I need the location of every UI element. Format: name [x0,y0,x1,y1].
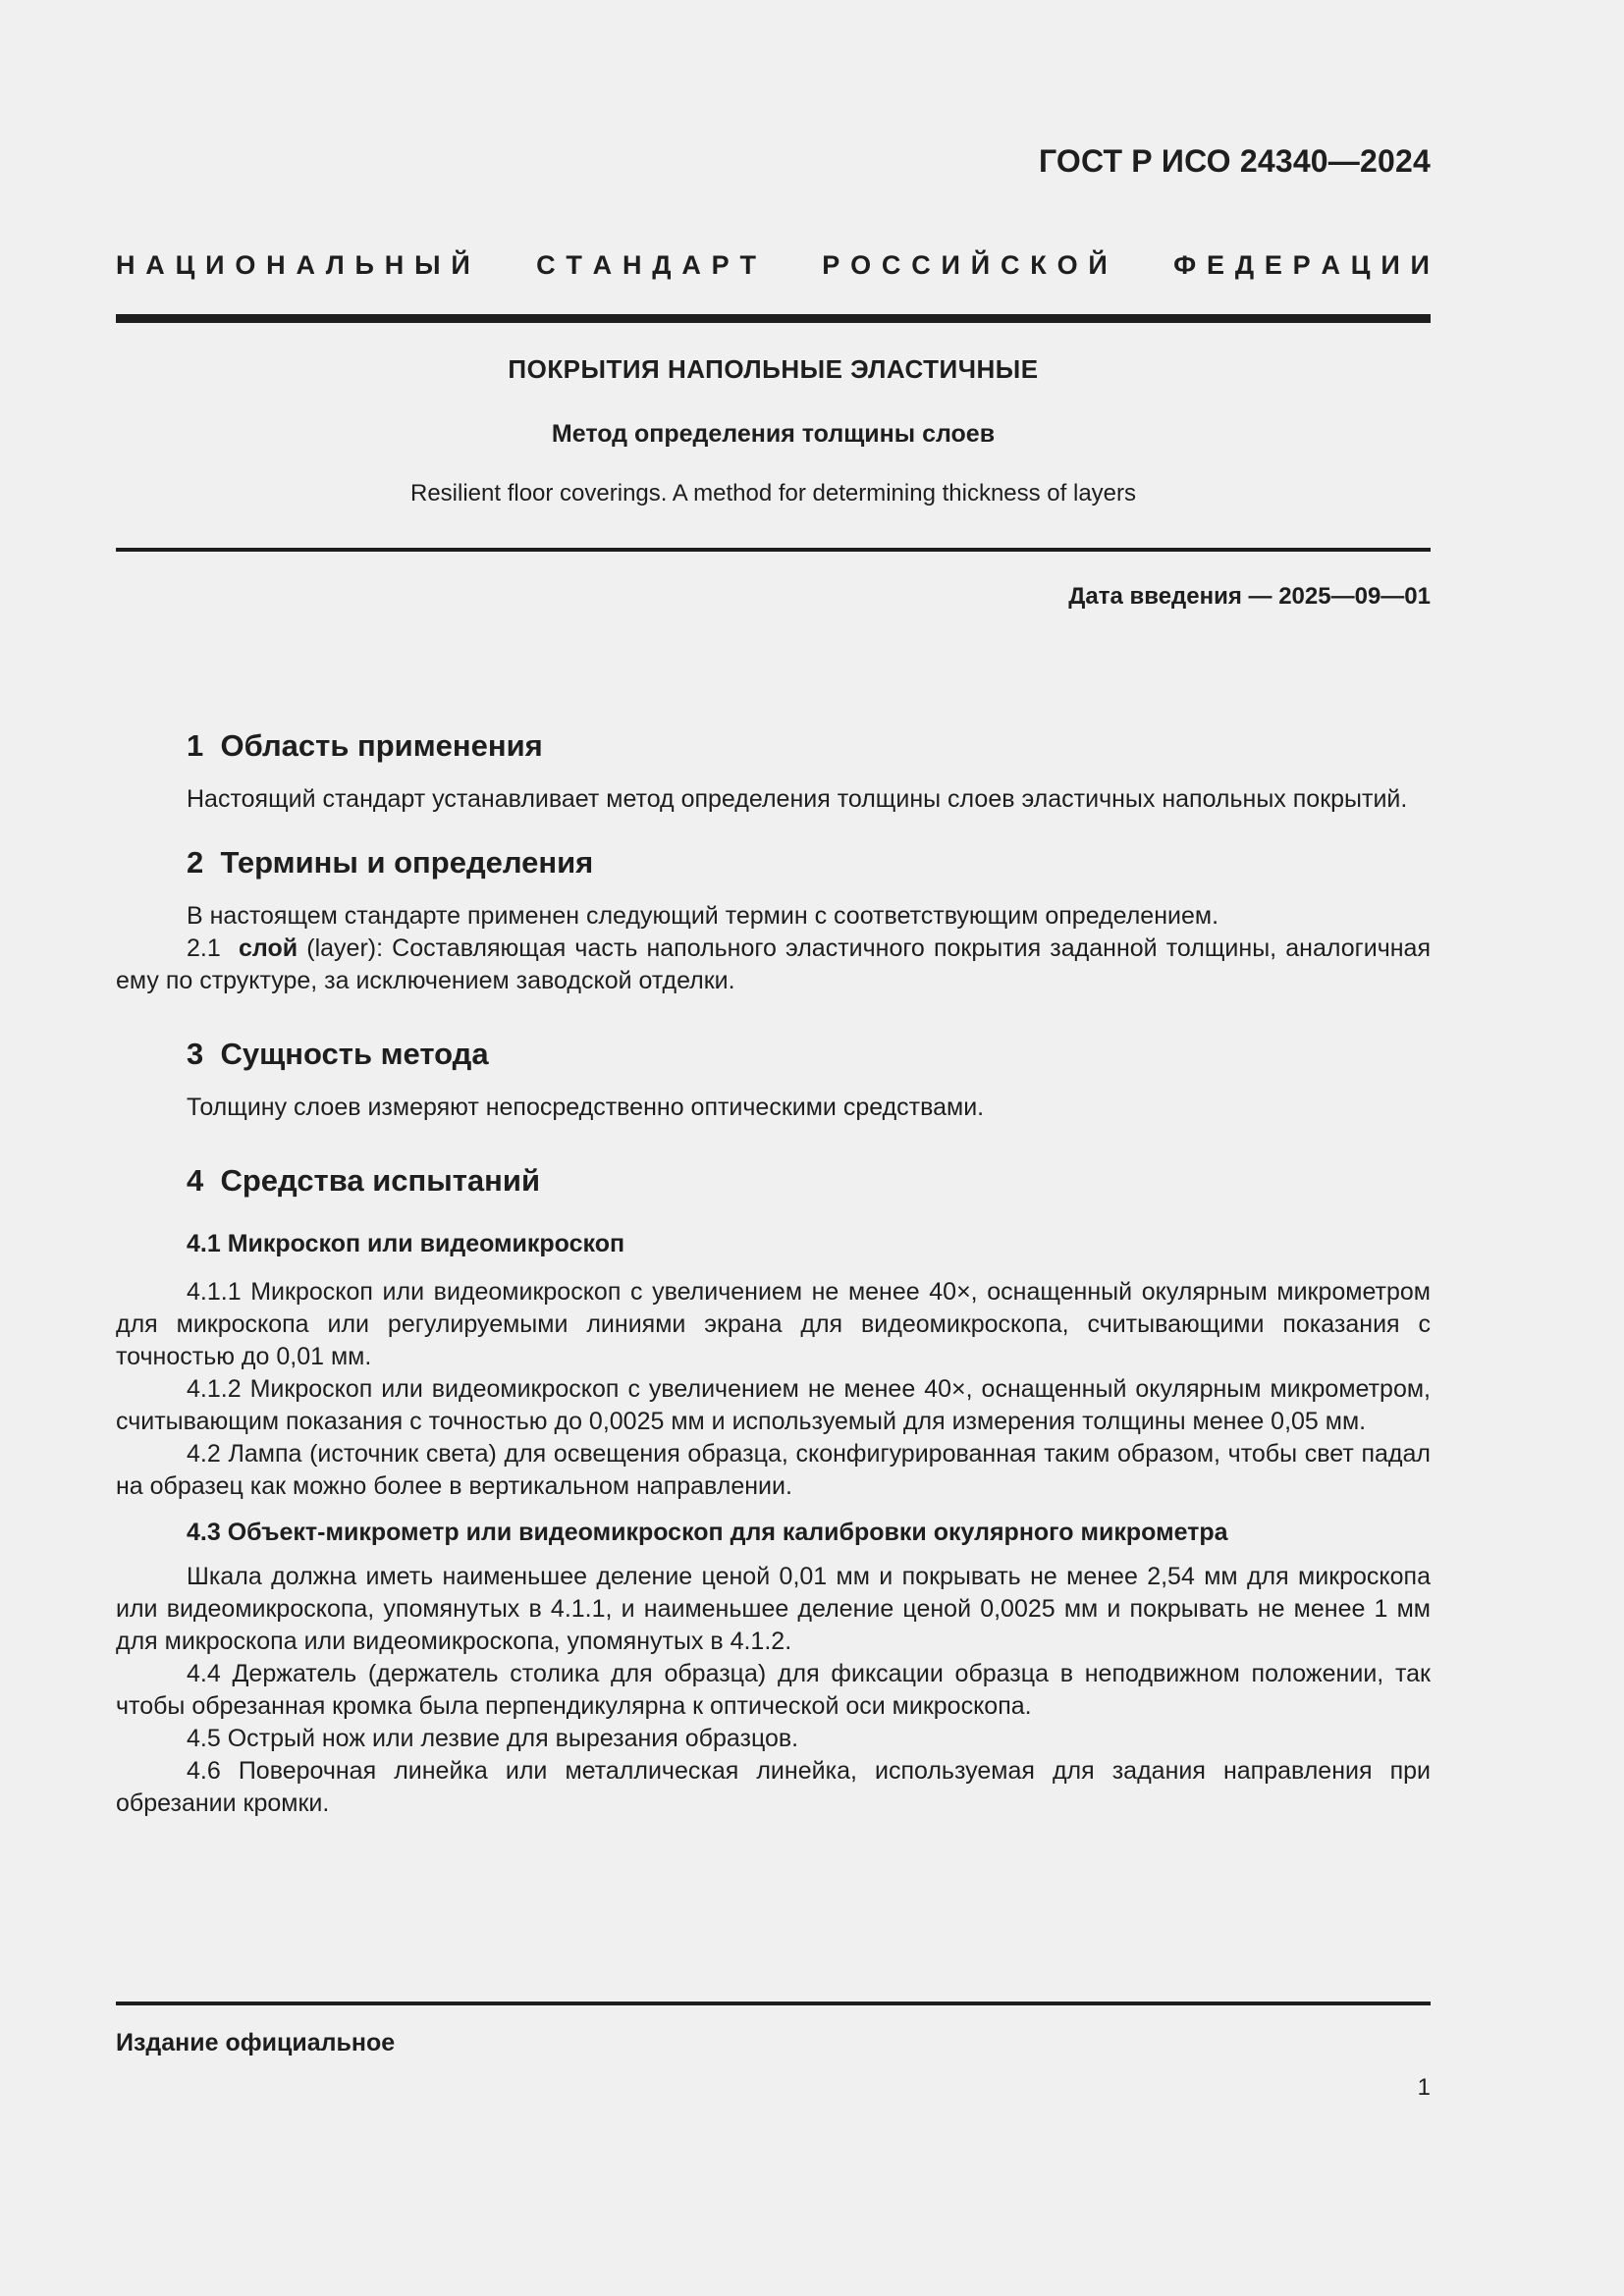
page-number: 1 [1417,2074,1431,2101]
paragraph: Шкала должна иметь наименьшее деление ценой 0,01 мм и покрывать не менее 2,54 мм для микроскопа или видеомикроскопа, упомянутых в 4.1.1, и наименьшее деление ценой 0,0025 мм и покрывать не менее 1 мм для микроскопа или видеомикроскопа, упомянутых в 4.1.2. [116,1563,1431,1655]
paragraph: 4.6 Поверочная линейка или металлическая линейка, используемая для задания направления при обрезании кромки. [116,1757,1431,1817]
national-standard-banner [116,250,1430,281]
document-body [116,726,1431,1820]
document-title: ПОКРЫТИЯ НАПОЛЬНЫЕ ЭЛАСТИЧНЫЕ [508,354,1039,384]
paragraph: 4.4 Держатель (держатель столика для образца) для фиксации образца в неподвижном положении, так чтобы обрезанная кромка была перпендикулярна к оптической оси микроскопа. [116,1660,1431,1720]
section-heading [116,1161,1431,1201]
paragraph: Настоящий стандарт устанавливает метод определения толщины слоев эластичных напольных покрытий. [187,785,1408,813]
header-thick-rule [116,314,1431,323]
term: слой [239,934,298,962]
paragraph: 4.1.1 Микроскоп или видеомикроскоп с увеличением не менее 40×, оснащенный окулярным микрометром для микроскопа или регулируемыми линиями экрана для видеомикроскопа, считывающими показания с точностью до 0,01 мм. [116,1278,1431,1370]
section-title: Сущность метода [220,1037,489,1071]
term-definition [116,933,1431,997]
section-number: 4 [187,1163,204,1198]
section-number: 1 [187,728,204,763]
paragraph: 4.1.2 Микроскоп или видеомикроскоп с увеличением не менее 40×, оснащенный окулярным микрометром, считывающим показания с точностью до 0,0025 мм и используемый для измерения толщины менее 0,05 мм. [116,1375,1431,1435]
term-number: 2.1 [187,934,221,962]
banner-word: Н А Ц И О Н А Л Ь Н Ы Й [116,250,470,280]
paragraph: 4.5 Острый нож или лезвие для вырезания образцов. [187,1725,799,1752]
section-title: Термины и определения [220,845,594,880]
paragraph: 4.2 Лампа (источник света) для освещения образца, сконфигурированная таким образом, чтобы свет падал на образец как можно более в вертикальном направлении. [116,1440,1431,1500]
section-heading [116,1035,1431,1074]
paragraph: В настоящем стандарте применен следующий термин с соответствующим определением. [187,902,1219,930]
effective-date: Дата введения — 2025—09—01 [1068,583,1431,610]
section-number: 2 [187,845,204,880]
banner-word: С Т А Н Д А Р Т [536,250,756,280]
document-code: ГОСТ Р ИСО 24340—2024 [1038,143,1431,179]
section-heading [116,843,1431,882]
english-title: Resilient floor coverings. A method for determining thickness of layers [409,480,1137,507]
section-number: 3 [187,1037,204,1071]
footer-divider [116,2002,1431,2005]
section-heading [116,726,1431,766]
subsection-heading: 4.3 Объект-микрометр или видеомикроскоп для калибровки окулярного микрометра [187,1519,1228,1546]
banner-word: Р О С С И Й С К О Й [822,250,1108,280]
section-title: Область применения [220,728,543,763]
term-definition-text: (layer): Составляющая часть напольного эластичного покрытия заданной толщины, аналогичная ему по структуре, за исключением заводской отделки. [116,934,1431,994]
paragraph: Толщину слоев измеряют непосредственно оптическими средствами. [187,1094,985,1121]
document-subtitle: Метод определения толщины слоев [551,420,996,448]
official-edition-label: Издание официальное [116,2029,396,2056]
subsection-heading: 4.1 Микроскоп или видеомикроскоп [187,1230,625,1257]
title-divider [116,548,1431,552]
section-title: Средства испытаний [220,1163,540,1198]
banner-word: Ф Е Д Е Р А Ц И И [1173,250,1430,280]
